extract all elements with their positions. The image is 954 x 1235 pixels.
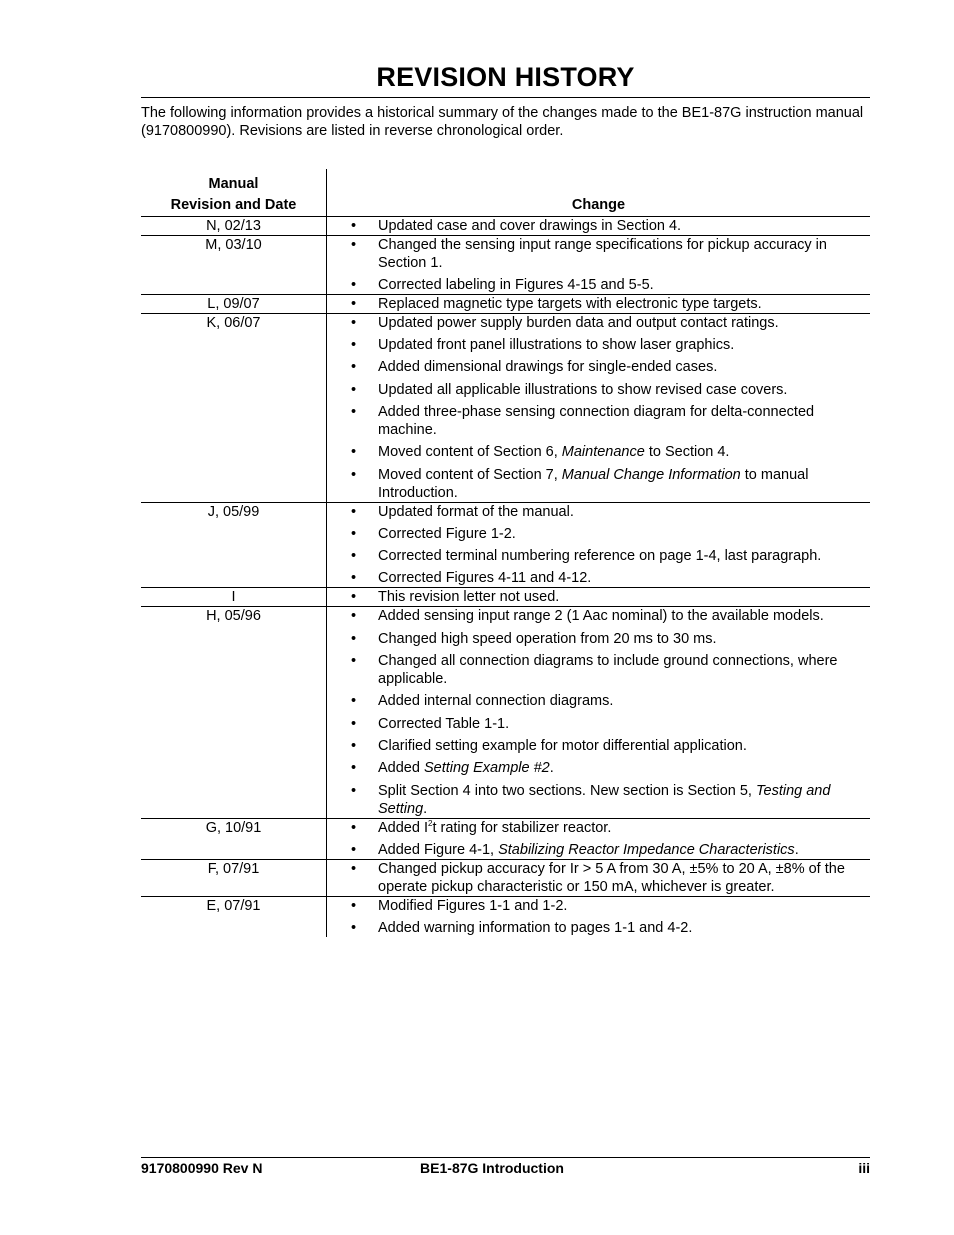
change-cell	[327, 502, 871, 588]
bullet-icon: •	[351, 548, 357, 565]
bullet-icon: •	[351, 693, 357, 710]
change-list	[327, 236, 870, 294]
bullet-icon: •	[351, 737, 357, 754]
list-item	[327, 897, 870, 915]
list-item	[327, 443, 870, 461]
change-text: Moved content of Section 6,	[378, 444, 562, 461]
change-text: Added dimensional drawings for single-ended cases.	[378, 359, 718, 376]
change-text: This revision letter not used.	[378, 589, 560, 606]
change-cell	[327, 896, 871, 937]
header-rev-line2: Revision and Date	[170, 196, 297, 213]
bullet-icon: •	[351, 819, 357, 836]
bullet-icon: •	[351, 653, 357, 670]
change-text: Moved content of Section 7,	[378, 466, 562, 483]
footer-document-number: 9170800990 Rev N	[141, 1160, 263, 1176]
list-item	[327, 314, 870, 332]
change-cell	[327, 313, 871, 502]
title-divider	[141, 97, 870, 98]
list-item	[327, 525, 870, 543]
list-item	[327, 737, 870, 755]
bullet-icon: •	[351, 381, 357, 398]
table-header-row	[141, 169, 870, 216]
change-text: t rating for stabilizer reactor.	[432, 819, 612, 836]
revision-table-body	[141, 216, 870, 937]
change-cell	[327, 588, 871, 607]
change-cell	[327, 859, 871, 896]
change-text: Corrected Figure 1-2.	[378, 525, 516, 542]
list-item	[327, 276, 870, 294]
change-text: Corrected terminal numbering reference on page 1-4, last paragraph.	[378, 548, 822, 565]
bullet-icon: •	[351, 841, 357, 858]
revision-cell: I	[141, 588, 327, 607]
list-item	[327, 715, 870, 733]
change-text: 2	[428, 818, 433, 828]
bullet-icon: •	[351, 314, 357, 331]
revision-table	[141, 169, 870, 937]
list-item	[327, 503, 870, 521]
change-list	[327, 860, 870, 896]
list-item	[327, 841, 870, 859]
bullet-icon: •	[351, 760, 357, 777]
list-item	[327, 217, 870, 235]
revision-cell: K, 06/07	[141, 313, 327, 502]
bullet-icon: •	[351, 217, 357, 234]
bullet-icon: •	[351, 359, 357, 376]
change-text: Changed the sensing input range specifications for pickup accuracy in Section 1.	[378, 236, 827, 271]
list-item	[327, 547, 870, 565]
header-change: Change	[327, 169, 871, 216]
change-text: Changed all connection diagrams to include ground connections, where applicable.	[378, 653, 838, 688]
bullet-icon: •	[351, 920, 357, 937]
change-text-italic: Maintenance	[561, 444, 645, 461]
change-text: Clarified setting example for motor differential application.	[378, 737, 747, 754]
list-item	[327, 358, 870, 376]
bullet-icon: •	[351, 466, 357, 483]
table-row	[141, 607, 870, 818]
change-cell	[327, 294, 871, 313]
change-text: Corrected Figures 4-11 and 4-12.	[378, 570, 592, 587]
list-item	[327, 692, 870, 710]
change-text: Added Figure 4-1,	[378, 841, 499, 858]
revision-cell: F, 07/91	[141, 859, 327, 896]
table-row	[141, 859, 870, 896]
list-item	[327, 381, 870, 399]
bullet-icon: •	[351, 630, 357, 647]
change-text-italic: Setting Example #2	[423, 760, 550, 777]
change-text: Added internal connection diagrams.	[378, 693, 614, 710]
table-row	[141, 896, 870, 937]
bullet-icon: •	[351, 403, 357, 420]
change-text: Updated all applicable illustrations to show revised case covers.	[378, 381, 788, 398]
bullet-icon: •	[351, 444, 357, 461]
table-row	[141, 818, 870, 859]
change-list	[327, 314, 870, 502]
bullet-icon: •	[351, 570, 357, 587]
list-item	[327, 336, 870, 354]
revision-cell: E, 07/91	[141, 896, 327, 937]
bullet-icon: •	[351, 782, 357, 799]
change-text: Split Section 4 into two sections. New section is Section 5,	[378, 782, 756, 799]
bullet-icon: •	[351, 503, 357, 520]
bullet-icon: •	[351, 337, 357, 354]
change-text: Changed pickup accuracy for Ir > 5 A from 30 A, ±5% to 20 A, ±8% of the operate pickup characteristic or 150 mA, whichever is greater.	[378, 860, 845, 895]
change-cell	[327, 607, 871, 818]
table-row	[141, 216, 870, 235]
change-list	[327, 217, 870, 235]
table-row	[141, 588, 870, 607]
revision-cell: J, 05/99	[141, 502, 327, 588]
change-list	[327, 295, 870, 313]
change-text: Added three-phase sensing connection diagram for delta-connected machine.	[378, 403, 815, 438]
list-item	[327, 569, 870, 587]
change-list	[327, 819, 870, 859]
bullet-icon: •	[351, 525, 357, 542]
table-row	[141, 502, 870, 588]
bullet-icon: •	[351, 236, 357, 253]
change-list	[327, 503, 870, 588]
change-text: .	[549, 760, 554, 777]
table-row	[141, 294, 870, 313]
change-text: to manual Introduction.	[378, 466, 809, 501]
footer-divider	[141, 1157, 870, 1158]
bullet-icon: •	[351, 295, 357, 312]
change-list	[327, 897, 870, 937]
header-revision-and-date	[141, 169, 327, 216]
bullet-icon: •	[351, 715, 357, 732]
revision-cell: N, 02/13	[141, 216, 327, 235]
list-item	[327, 236, 870, 272]
revision-cell: H, 05/96	[141, 607, 327, 818]
change-text: Updated power supply burden data and output contact ratings.	[378, 314, 779, 331]
change-text: Updated format of the manual.	[378, 503, 574, 520]
footer-section-title: BE1-87G Introduction	[420, 1160, 564, 1176]
change-text: Changed high speed operation from 20 ms to 30 ms.	[378, 630, 717, 647]
change-text: Updated case and cover drawings in Section 4.	[378, 217, 682, 234]
change-text: Corrected labeling in Figures 4-15 and 5-5.	[378, 276, 654, 293]
list-item	[327, 819, 870, 837]
bullet-icon: •	[351, 608, 357, 625]
table-row	[141, 235, 870, 294]
change-cell	[327, 216, 871, 235]
change-text: Modified Figures 1-1 and 1-2.	[378, 897, 568, 914]
bullet-icon: •	[351, 276, 357, 293]
list-item	[327, 607, 870, 625]
list-item	[327, 295, 870, 313]
footer-page-number: iii	[858, 1160, 870, 1176]
table-row	[141, 313, 870, 502]
bullet-icon: •	[351, 860, 357, 877]
header-rev-line1: Manual	[208, 175, 259, 192]
page-title: REVISION HISTORY	[376, 62, 635, 92]
intro-paragraph: The following information provides a historical summary of the changes made to the BE1-87G instruction manual (9170800990). Revisions are listed in reverse chronological order.	[141, 105, 864, 139]
change-text: Added I	[378, 819, 428, 836]
list-item	[327, 759, 870, 777]
list-item	[327, 860, 870, 896]
change-text-italic: Stabilizing Reactor Impedance Characteristics	[498, 841, 795, 858]
bullet-icon: •	[351, 897, 357, 914]
change-text: .	[423, 800, 428, 817]
change-text: Added warning information to pages 1-1 and 4-2.	[378, 920, 693, 937]
change-text-italic: Testing and Setting	[378, 782, 831, 817]
bullet-icon: •	[351, 589, 357, 606]
revision-cell: M, 03/10	[141, 235, 327, 294]
list-item	[327, 630, 870, 648]
list-item	[327, 403, 870, 439]
change-text: Corrected Table 1-1.	[378, 715, 510, 732]
change-text: Added	[378, 760, 424, 777]
change-text: Replaced magnetic type targets with electronic type targets.	[378, 295, 762, 312]
change-cell	[327, 235, 871, 294]
list-item	[327, 466, 870, 502]
change-list	[327, 588, 870, 606]
revision-cell: L, 09/07	[141, 294, 327, 313]
list-item	[327, 782, 870, 818]
change-text-italic: Manual Change Information	[561, 466, 741, 483]
list-item	[327, 919, 870, 937]
change-cell	[327, 818, 871, 859]
change-text: Added sensing input range 2 (1 Aac nominal) to the available models.	[378, 608, 824, 625]
change-text: Updated front panel illustrations to show laser graphics.	[378, 337, 735, 354]
list-item	[327, 588, 870, 606]
change-text: to Section 4.	[644, 444, 730, 461]
revision-cell: G, 10/91	[141, 818, 327, 859]
change-list	[327, 607, 870, 817]
change-text: .	[794, 841, 799, 858]
list-item	[327, 652, 870, 688]
